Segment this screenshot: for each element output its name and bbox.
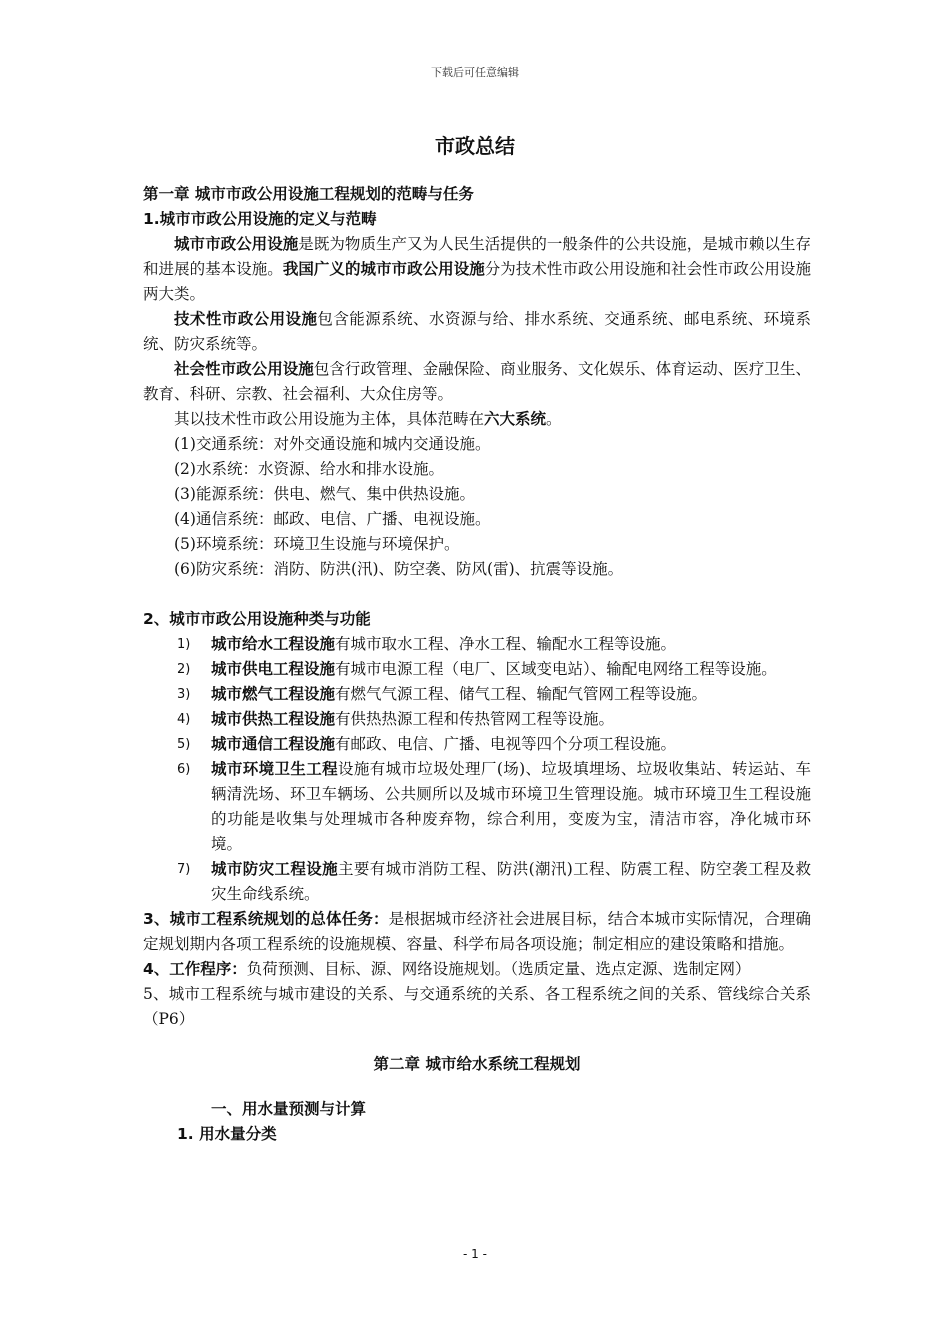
facility-item: [143, 632, 811, 657]
system-item: (5)环境系统：环境卫生设施与环境保护。: [174, 535, 460, 553]
facility-item: [143, 732, 811, 757]
facility-term: 城市供电工程设施: [211, 660, 336, 678]
paragraph-relations: 5、城市工程系统与城市建设的关系、与交通系统的关系、各工程系统之间的关系、管线综合关系（P6）: [143, 985, 811, 1028]
facility-item: [143, 682, 811, 707]
scope-end: 。: [546, 410, 562, 428]
social-text: 包含行政管理、金融保险、商业服务、文化娱乐、体育运动、医疗卫生、教育、科研、宗教、社会福利、大众住房等。: [143, 360, 811, 403]
facility-term: 城市供热工程设施: [211, 710, 336, 728]
overall-task-text: 是根据城市经济社会进展目标，结合本城市实际情况，合理确定规划期内各项工程系统的设施规模、容量、科学布局各项设施；制定相应的建设策略和措施。: [143, 910, 811, 953]
facility-text: 设施有城市垃圾处理厂(场)、垃圾填埋场、垃圾收集站、转运站、车辆清洗场、环卫车辆场、公共厕所以及城市环境卫生管理设施。城市环境卫生工程设施的功能是收集与处理城市各种废弃物，综合利用，变废为宝，清洁市容，净化城市环境。: [211, 760, 811, 853]
technical-text: 包含能源系统、水资源与给、排水系统、交通系统、邮电系统、环境系统、防灾系统等。: [143, 310, 811, 353]
item-number: 7): [177, 862, 191, 877]
chapter-1-heading: 第一章 城市市政公用设施工程规划的范畴与任务: [143, 185, 474, 203]
system-item: (4)通信系统：邮政、电信、广播、电视设施。: [174, 510, 491, 528]
facility-list: [143, 632, 811, 907]
item-number: 5): [177, 737, 191, 752]
section-1-heading: 1.城市市政公用设施的定义与范畴: [143, 210, 377, 228]
term-municipal-facilities: 城市市政公用设施: [174, 235, 299, 253]
page-number: - 1 -: [463, 1247, 487, 1261]
facility-item: [143, 707, 811, 732]
facility-term: 城市燃气工程设施: [211, 685, 336, 703]
page-header: 下载后可任意编辑: [431, 66, 519, 79]
facility-text: 有城市电源工程（电厂、区域变电站）、输配电网络工程等设施。: [335, 660, 777, 678]
term-six-systems: 六大系统: [484, 410, 547, 428]
work-procedure-heading: 4、工作程序：: [143, 960, 247, 978]
definition-text: 是既为物质生产又为人民生活提供的一般条件的公共设施，是城市赖以生存和进展的基本设施。: [143, 235, 811, 278]
item-number: 6): [177, 762, 191, 777]
facility-text: 有城市取水工程、净水工程、输配水工程等设施。: [335, 635, 677, 653]
facility-text: 有燃气气源工程、储气工程、输配气管网工程等设施。: [335, 685, 708, 703]
subsection-water-demand: 一、用水量预测与计算: [211, 1100, 367, 1118]
system-item: (2)水系统：水资源、给水和排水设施。: [174, 460, 444, 478]
facility-text: 有供热热源工程和传热管网工程等设施。: [335, 710, 615, 728]
spacer: [143, 582, 811, 607]
facility-item: [143, 757, 811, 857]
item-number: 3): [177, 687, 191, 702]
system-item: (3)能源系统：供电、燃气、集中供热设施。: [174, 485, 475, 503]
item-number: 1): [177, 637, 191, 652]
scope-text: 其以技术性市政公用设施为主体，具体范畴在: [174, 410, 485, 428]
paragraph-technical: [143, 307, 811, 357]
paragraph-social: [143, 357, 811, 407]
facility-item: [143, 657, 811, 682]
paragraph-overall-task: [143, 907, 811, 957]
facility-text: 有邮政、电信、广播、电视等四个分项工程设施。: [335, 735, 677, 753]
chapter-2-heading: 第二章 城市给水系统工程规划: [373, 1055, 581, 1073]
paragraph-work-procedure: [143, 957, 811, 982]
facility-term: 城市通信工程设施: [211, 735, 336, 753]
broad-text: 分为技术性市政公用设施和社会性市政公用设施两大类。: [143, 260, 811, 303]
facility-term: 城市环境卫生工程: [211, 760, 339, 778]
document-title: 市政总结: [435, 134, 515, 158]
facility-term: 城市防灾工程设施: [211, 860, 339, 878]
section-2-heading: 2、城市市政公用设施种类与功能: [143, 610, 371, 628]
document-body: [143, 182, 811, 1147]
term-broad-facilities: 我国广义的城市市政公用设施: [282, 260, 485, 278]
system-item: (1)交通系统：对外交通设施和城内交通设施。: [174, 435, 491, 453]
item-number: 4): [177, 712, 191, 727]
system-item: (6)防灾系统：消防、防洪(汛)、防空袭、防风(雷)、抗震等设施。: [174, 560, 624, 578]
term-social: 社会性市政公用设施: [174, 360, 314, 378]
overall-task-heading: 3、城市工程系统规划的总体任务：: [143, 910, 389, 928]
item-number: 2): [177, 662, 191, 677]
work-procedure-text: 负荷预测、目标、源、网络设施规划。（选质定量、选点定源、选制定网）: [246, 960, 751, 978]
subsection-water-classification: 1. 用水量分类: [177, 1125, 277, 1143]
facility-item: [143, 857, 811, 907]
paragraph-definition: [143, 232, 811, 307]
facility-term: 城市给水工程设施: [211, 635, 336, 653]
paragraph-scope: [143, 407, 811, 432]
facility-text: 主要有城市消防工程、防洪(潮汛)工程、防震工程、防空袭工程及救灾生命线系统。: [211, 860, 811, 903]
term-technical: 技术性市政公用设施: [174, 310, 318, 328]
